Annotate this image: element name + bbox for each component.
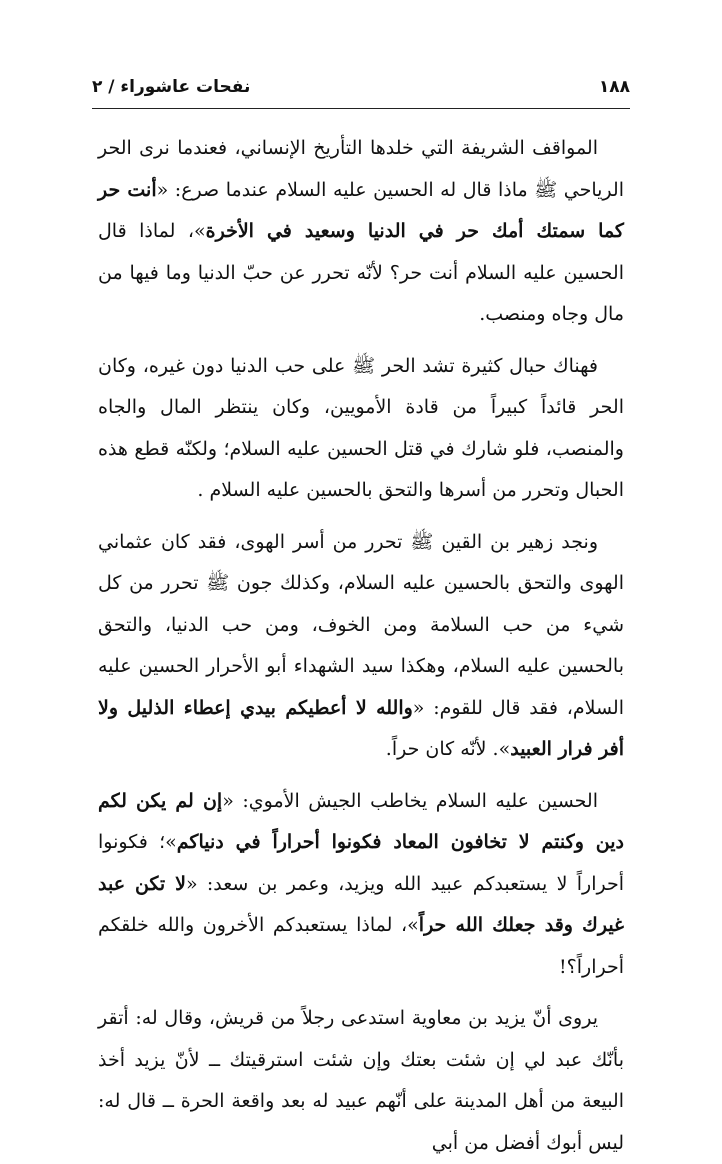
text-segment: »؛ فكونوا أحراراً لا يستعبدكم عبيد الله ويزيد، وعمر بن سعد: « [98,831,624,895]
text-segment: فهناك حبال كثيرة تشد الحر ﷺ على حب الدنيا دون غيره، وكان الحر قائداً كبيراً من قادة الأمويين، وكان ينتظر المال والجاه والمنصب، فلو شارك في قتل الحسين عليه السلام؛ ولكنّه قطع هذه الحبال وتحرر من أسرها والتحق بالحسين عليه السلام . [98,354,624,501]
paragraph [98,346,624,512]
text-segment: الحسين عليه السلام يخاطب الجيش الأموي: « [222,789,598,812]
text-segment: »، لماذا يستعبدكم الأخرون والله خلقكم أحراراً؟! [98,914,624,978]
paragraph [98,781,624,989]
text-segment: ». لأنّه كان حراً. [385,738,511,760]
paragraph [98,998,624,1164]
running-title: نفحات عاشوراء / ٢ [92,77,251,97]
bold-quote: لا تكن عبد غيرك وقد جعلك الله حراً [98,872,624,936]
paragraph [98,128,624,336]
page-number: ١٨٨ [598,77,630,97]
bold-quote: أنت حر كما سمتك أمك حر في الدنيا وسعيد في الأخرة [98,178,624,242]
text-segment: المواقف الشريفة التي خلدها التأريخ الإنساني، فعندما نرى الحر الرياحي ﷺ ماذا قال له الحسين عليه السلام عندما صرع: « [98,137,624,201]
bold-quote: والله لا أعطيكم بيدي إعطاء الذليل ولا أفر فرار العبيد [98,696,624,760]
text-segment: »، لماذا قال الحسين عليه السلام أنت حر؟ لأنّه تحرر عن حبّ الدنيا وما فيها من مال وجاه ومنصب. [98,220,624,325]
page-body [98,128,624,1164]
text-segment: ونجد زهير بن القين ﷺ تحرر من أسر الهوى، فقد كان عثماني الهوى والتحق بالحسين عليه السلام، وكذلك جون ﷺ تحرر من كل شيء من حب السلامة ومن الخوف، ومن حب الدنيا، والتحق بالحسين عليه السلام، وهكذا سيد الشهداء أبو الأحرار الحسين عليه السلام، فقد قال للقوم: « [98,530,624,719]
header-rule [92,108,630,109]
text-segment: يروى أنّ يزيد بن معاوية استدعى رجلاً من قريش، وقال له: أتقر بأنّك عبد لي إن شئت بعتك وإن شئت استرقيتك ــ لأنّ يزيد أخذ البيعة من أهل المدينة على أنّهم عبيد له بعد واقعة الحرة ــ قال له: ليس أبوك أفضل من أبي [98,1007,624,1154]
page-header [92,70,630,104]
bold-quote: إن لم يكن لكم دين وكنتم لا تخافون المعاد فكونوا أحراراً في دنياكم [98,789,624,853]
paragraph [98,522,624,771]
